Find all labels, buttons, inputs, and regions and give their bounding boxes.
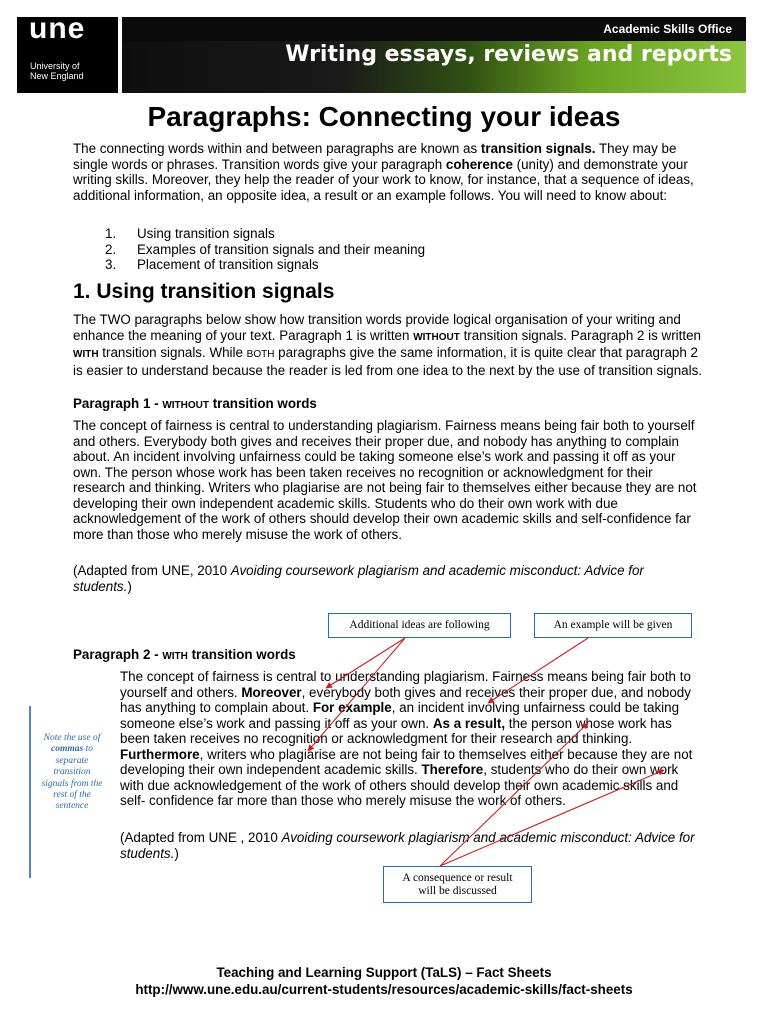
list-item: 1. Using transition signals bbox=[105, 226, 275, 241]
office-name: Academic Skills Office bbox=[603, 22, 732, 36]
banner-title: Writing essays, reviews and reports bbox=[285, 42, 732, 67]
paragraph1-body: The concept of fairness is central to understanding plagiarism. Fairness means being fair both to yourself and others. Everybody both gives and receives their proper due, and nobody has anything to complain about. An incident involving unfairness could be taking someone else’s work and passing it off as your own. The person whose work has been taken receives no recognition or acknowledgment for their research and thinking. Writers who plagiarise are not being fair to themselves either because they are not developing their own independent academic skills. Students who do their own work with due acknowledgement of the work of others should develop their own academic skills and self-confidence far more than those who merely misuse the work of others. bbox=[73, 418, 697, 542]
callout-example: An example will be given bbox=[534, 613, 692, 638]
une-logo bbox=[17, 12, 118, 93]
intro-paragraph: The connecting words within and between paragraphs are known as transition signals. They may be single words or phrases. Transition words give your paragraph coherence (unity) and demonstrate your writing skills. Moreover, they help the reader of your work to know, for instance, that a sequence of ideas, additional information, an opposite idea, a result or an example follows. You will need to know about: bbox=[73, 141, 694, 203]
list-item: 2. Examples of transition signals and their meaning bbox=[105, 241, 426, 257]
logo-wordmark: une bbox=[29, 12, 86, 45]
page-title: Paragraphs: Connecting your ideas bbox=[147, 101, 621, 132]
side-note: Note the use of commas to separate transition signals from the rest of the sentence bbox=[41, 733, 103, 812]
paragraph1-source: (Adapted from UNE, 2010 Avoiding coursework plagiarism and academic misconduct: Advice for students.) bbox=[73, 563, 644, 594]
paragraph1-heading: Paragraph 1 - WITHOUT transition words bbox=[73, 396, 317, 411]
paragraph2-source: (Adapted from UNE , 2010 Avoiding coursework plagiarism and academic misconduct: Advice for students.) bbox=[120, 830, 695, 861]
paragraph2-heading: Paragraph 2 - WITH transition words bbox=[73, 647, 296, 662]
logo-subtitle: University of New England bbox=[30, 61, 84, 81]
section-intro-paragraph: The TWO paragraphs below show how transition words provide logical organisation of your writing and enhance the meaning of your text. Paragraph 1 is written WITHOUT transition signals. Paragraph 2 is written WITH transition signals. While BOTH paragraphs give the same information, it is quite clear that paragraph 2 is easier to understand because the reader is led from one idea to the next by the use of transition signals. bbox=[73, 312, 702, 378]
callout-consequence: A consequence or result will be discussed bbox=[383, 866, 532, 903]
header-banner bbox=[122, 17, 746, 93]
section-heading: 1. Using transition signals bbox=[73, 280, 335, 303]
paragraph2-body: The concept of fairness is central to understanding plagiarism. Fairness means being fair both to yourself and others. Moreover, everybody both gives and receives their proper due, and nobody has anything to complain about. For example, an incident involving unfairness could be taking someone else’s work and passing it off as your own. As a result, the person whose work has been taken receives no recognition or acknowledgment for their research and thinking. Furthermore, writers who plagiarise are not being fair to themselves either because they are not developing their own independent academic skills. Therefore, students who do their own work with due acknowledgement of the work of others should develop their own academic skills and self- confidence far more than those who merely misuse the work of others. bbox=[120, 669, 693, 808]
side-note-bar bbox=[29, 706, 31, 878]
callout-additional-ideas: Additional ideas are following bbox=[328, 613, 511, 638]
topics-list bbox=[105, 226, 425, 273]
footer-url: http://www.une.edu.au/current-students/resources/academic-skills/fact-sheets bbox=[135, 982, 633, 997]
footer-title: Teaching and Learning Support (TaLS) – Fact Sheets bbox=[216, 965, 552, 980]
list-item: 3. Placement of transition signals bbox=[105, 257, 319, 272]
